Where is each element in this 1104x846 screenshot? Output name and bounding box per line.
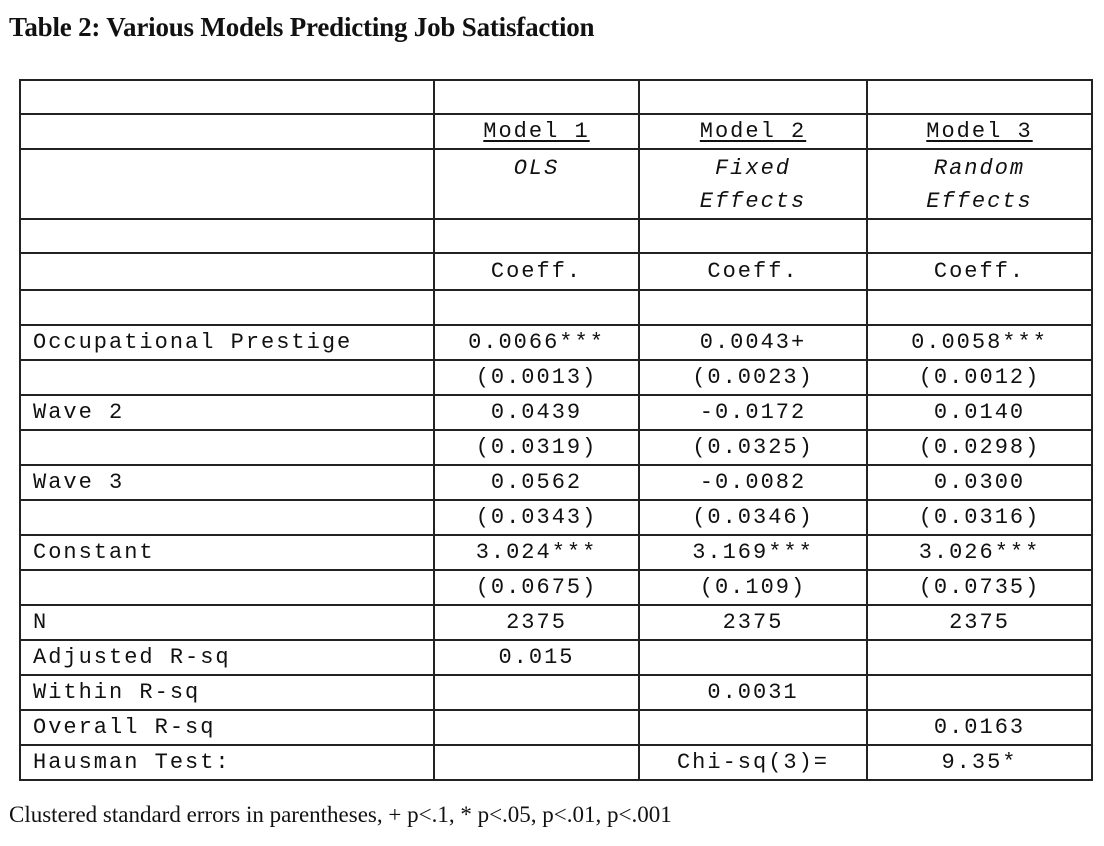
model-3-value: 0.0140 bbox=[867, 395, 1092, 430]
spacer-row bbox=[20, 80, 1092, 114]
model-2-value: 2375 bbox=[639, 605, 867, 640]
row-label bbox=[20, 570, 434, 605]
results-table bbox=[19, 79, 1093, 781]
model-3-value: 2375 bbox=[867, 605, 1092, 640]
row-label: Constant bbox=[20, 535, 434, 570]
model-3-value: 0.0163 bbox=[867, 710, 1092, 745]
table-row bbox=[20, 465, 1092, 500]
footnote: Clustered standard errors in parentheses, + p<.1, * p<.05, p<.01, p<.001 bbox=[9, 802, 672, 827]
model-3-value: (0.0012) bbox=[867, 360, 1092, 395]
model-3-type-line-2: Effects bbox=[926, 189, 1033, 214]
model-1-value bbox=[434, 745, 639, 780]
row-label: Adjusted R-sq bbox=[20, 640, 434, 675]
row-label bbox=[20, 360, 434, 395]
model-1-value: 3.024*** bbox=[434, 535, 639, 570]
table-row bbox=[20, 745, 1092, 780]
model-name-row bbox=[20, 114, 1092, 149]
spacer-row bbox=[20, 219, 1092, 253]
model-1-name: Model 1 bbox=[483, 118, 590, 144]
row-label: Within R-sq bbox=[20, 675, 434, 710]
model-1-type: OLS bbox=[513, 156, 560, 181]
model-2-type-line-2: Effects bbox=[699, 189, 807, 214]
model-1-value: 0.0562 bbox=[434, 465, 639, 500]
coeff-header-row bbox=[20, 253, 1092, 290]
table-row bbox=[20, 430, 1092, 465]
row-label: Hausman Test: bbox=[20, 745, 434, 780]
model-1-value bbox=[434, 675, 639, 710]
model-1-value bbox=[434, 710, 639, 745]
row-label: Wave 3 bbox=[20, 465, 434, 500]
model-2-value: (0.0325) bbox=[639, 430, 867, 465]
table-row bbox=[20, 570, 1092, 605]
table-row bbox=[20, 675, 1092, 710]
model-3-value: (0.0735) bbox=[867, 570, 1092, 605]
table-row bbox=[20, 395, 1092, 430]
table-row bbox=[20, 710, 1092, 745]
model-2-value: -0.0082 bbox=[639, 465, 867, 500]
row-label: Occupational Prestige bbox=[20, 325, 434, 360]
row-label: N bbox=[20, 605, 434, 640]
model-3-value: (0.0316) bbox=[867, 500, 1092, 535]
model-1-value: 2375 bbox=[434, 605, 639, 640]
model-1-value: (0.0343) bbox=[434, 500, 639, 535]
model-2-value: 0.0043+ bbox=[639, 325, 867, 360]
row-label bbox=[20, 500, 434, 535]
coeff-header-3: Coeff. bbox=[867, 253, 1092, 290]
model-1-value: (0.0675) bbox=[434, 570, 639, 605]
row-label bbox=[20, 430, 434, 465]
table-row bbox=[20, 535, 1092, 570]
model-2-value bbox=[639, 710, 867, 745]
model-1-value: 0.0439 bbox=[434, 395, 639, 430]
table-row bbox=[20, 605, 1092, 640]
model-3-value bbox=[867, 675, 1092, 710]
model-3-type-line-1: Random bbox=[933, 156, 1026, 181]
model-2-type-line-1: Fixed bbox=[714, 156, 791, 181]
model-3-value: 0.0058*** bbox=[867, 325, 1092, 360]
model-2-value: (0.0346) bbox=[639, 500, 867, 535]
model-3-value: 3.026*** bbox=[867, 535, 1092, 570]
model-2-value: Chi-sq(3)= bbox=[639, 745, 867, 780]
model-2-value: (0.0023) bbox=[639, 360, 867, 395]
table-row bbox=[20, 325, 1092, 360]
model-1-value: (0.0013) bbox=[434, 360, 639, 395]
model-3-value: 9.35* bbox=[867, 745, 1092, 780]
coeff-header-2: Coeff. bbox=[639, 253, 867, 290]
table-row bbox=[20, 360, 1092, 395]
model-2-value: 3.169*** bbox=[639, 535, 867, 570]
model-2-name: Model 2 bbox=[699, 118, 807, 144]
model-2-value bbox=[639, 640, 867, 675]
model-type-row bbox=[20, 149, 1092, 219]
model-2-value: -0.0172 bbox=[639, 395, 867, 430]
table-title: Table 2: Various Models Predicting Job Satisfaction bbox=[9, 12, 595, 42]
model-1-value: (0.0319) bbox=[434, 430, 639, 465]
model-3-value: 0.0300 bbox=[867, 465, 1092, 500]
model-3-name: Model 3 bbox=[926, 118, 1033, 144]
spacer-row bbox=[20, 290, 1092, 325]
table-row bbox=[20, 500, 1092, 535]
model-2-value: 0.0031 bbox=[639, 675, 867, 710]
model-2-value: (0.109) bbox=[639, 570, 867, 605]
model-3-value bbox=[867, 640, 1092, 675]
model-1-value: 0.015 bbox=[434, 640, 639, 675]
model-3-value: (0.0298) bbox=[867, 430, 1092, 465]
table-row bbox=[20, 640, 1092, 675]
model-1-value: 0.0066*** bbox=[434, 325, 639, 360]
row-label: Overall R-sq bbox=[20, 710, 434, 745]
coeff-header-1: Coeff. bbox=[434, 253, 639, 290]
row-label: Wave 2 bbox=[20, 395, 434, 430]
